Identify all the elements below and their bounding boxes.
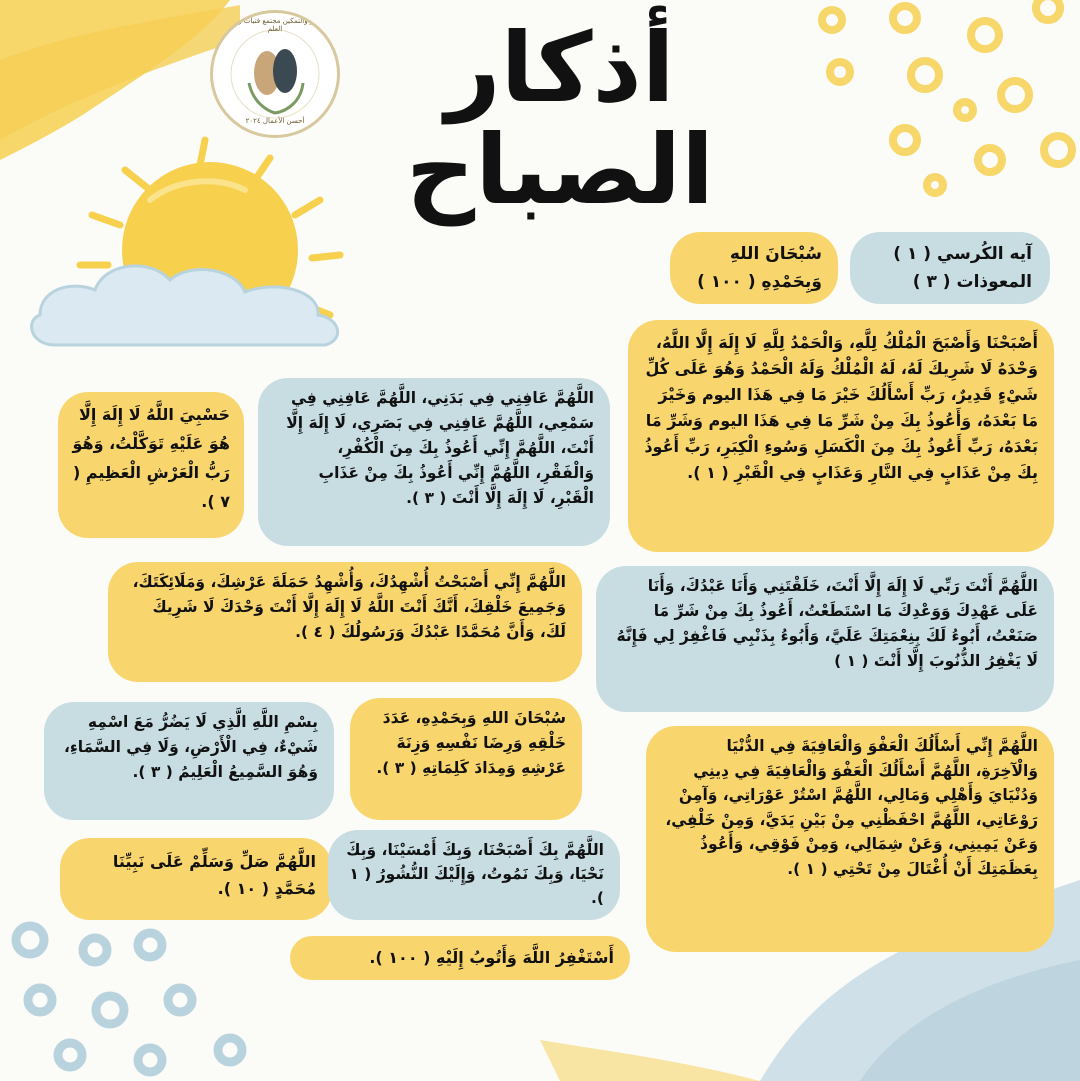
card-sayyid-istighfar <box>596 566 1054 712</box>
card-istighfar-100 <box>290 936 630 980</box>
adada-text: سُبْحَانَ اللهِ وَبِحَمْدِهِ، عَدَدَ خَلْقِهِ وَرِضَا نَفْسِهِ وَزِنَةَ عَرْشِهِ وَمِدَادَ كَلِمَاتِهِ ( ٣ ). <box>376 709 566 777</box>
istighfar-text: أَسْتَغْفِرُ اللَّهَ وَأَتُوبُ إِلَيْهِ ( ١٠٠ ). <box>369 948 614 967</box>
bismillah-text: بِسْمِ اللَّهِ الَّذِي لَا يَضُرُّ مَعَ اسْمِهِ شَيْءٌ، فِي الْأَرْضِ، وَلَا فِي السَّمَاءِ، وَهُوَ السَّمِيعُ الْعَلِيمُ ( ٣ ). <box>63 713 318 781</box>
card-ashhaduk <box>108 562 582 682</box>
card-hasbiya <box>58 392 244 538</box>
logo-ring-text: الإنجاز والتمكين مجتمع فتيات وتعاون العلم <box>222 17 328 33</box>
ayat-kursi-line-2: المعوذات ( ٣ ) <box>912 272 1032 292</box>
card-bika <box>328 830 620 920</box>
ayat-kursi-line-1: آيه الكُرسي ( ١ ) <box>893 244 1032 264</box>
card-subhan-100 <box>670 232 838 304</box>
sayyid-text: اللَّهُمَّ أَنْتَ رَبِّي لَا إِلَهَ إِلَّا أَنْتَ، خَلَقْتَنِي وَأَنَا عَبْدُكَ، وَأَنَا عَلَى عَهْدِكَ وَوَعْدِكَ مَا اسْتَطَعْتُ، أَعُوذُ بِكَ مِنْ شَرِّ مَا صَنَعْتُ، أَبُوءُ لَكَ بِنِعْمَتِكَ عَلَيَّ، وَأَبُوءُ بِذَنْبِي فَاغْفِرْ لِي فَإِنَّهُ لَا يَغْفِرُ الذُّنُوبَ إِلَّا أَنْتَ ( ١ ) <box>616 577 1038 670</box>
card-salli <box>60 838 332 920</box>
ashhaduk-text: اللَّهُمَّ إِنِّي أَصْبَحْتُ أُشْهِدُكَ، وَأُشْهِدُ حَمَلَةَ عَرْشِكَ، وَمَلَائِكَتَكَ، وَجَمِيعَ خَلْقِكَ، أَنَّكَ أَنْتَ اللَّهُ لَا إِلَهَ إِلَّا أَنْتَ وَحْدَكَ لَا شَرِيكَ لَكَ، وَأَنَّ مُحَمَّدًا عَبْدُكَ وَرَسُولُكَ ( ٤ ). <box>132 573 566 641</box>
salli-text: اللَّهُمَّ صَلِّ وَسَلِّمْ عَلَى نَبِيِّنَا مُحَمَّدٍ ( ١٠ ). <box>112 852 316 898</box>
asbahna-text: أَصْبَحْنَا وَأَصْبَحَ الْمُلْكُ لِلَّهِ، وَالْحَمْدُ لِلَّهِ لَا إِلَهَ إِلَّا اللَّهُ، وَحْدَهُ لَا شَرِيكَ لَهُ، لَهُ الْمُلْكُ وَلَهُ الْحَمْدُ وَهُوَ عَلَى كُلِّ شَيْءٍ قَدِيرٌ، رَبِّ أَسْأَلُكَ خَيْرَ مَا فِي هَذَا اليوم وَخَيْرَ مَا بَعْدَهُ، وَأَعُوذُ بِكَ مِنْ شَرِّ مَا فِي هَذَا اليوم وَشَرِّ مَا بَعْدَهُ، رَبِّ أَعُوذُ بِكَ مِنَ الْكَسَلِ وَسُوءِ الْكِبَرِ، رَبِّ أَعُوذُ بِكَ مِنْ عَذَابٍ فِي النَّارِ وَعَذَابٍ فِي الْقَبْرِ ( ١ ). <box>644 333 1038 482</box>
bika-text: اللَّهُمَّ بِكَ أَصْبَحْنَا، وَبِكَ أَمْسَيْنَا، وَبِكَ نَحْيَا، وَبِكَ نَمُوتُ، وَإِلَيْكَ النُّشُورُ ( ١ ). <box>346 841 604 907</box>
card-afini <box>258 378 610 546</box>
afini-text: اللَّهُمَّ عَافِنِي فِي بَدَنِي، اللَّهُمَّ عَافِنِي فِي سَمْعِي، اللَّهُمَّ عَافِنِي فِي بَصَرِي، لَا إِلَهَ إِلَّا أَنْتَ، اللَّهُمَّ إِنِّي أَعُوذُ بِكَ مِنَ الْكُفْرِ، وَالْفَقْرِ، اللَّهُمَّ إِنِّي أَعُوذُ بِكَ مِنْ عَذَابِ الْقَبْرِ، لَا إِلَهَ إِلَّا أَنْتَ ( ٣ ). <box>286 389 594 507</box>
card-afw <box>646 726 1054 952</box>
card-bismillah <box>44 702 334 820</box>
logo-bottom-text: أحسن الأعمال ٢٠٢٤ <box>245 117 305 125</box>
card-asbahna <box>628 320 1054 552</box>
card-ayat-kursi <box>850 232 1050 304</box>
card-adada <box>350 698 582 820</box>
page-title <box>360 12 760 226</box>
logo-badge <box>210 10 340 138</box>
title-line-1: أذكار <box>445 12 675 124</box>
subhan-line-1: سُبْحَانَ اللهِ <box>729 244 822 264</box>
subhan-line-2: وَبِحَمْدِهِ ( ١٠٠ ) <box>697 272 822 292</box>
hasbiya-text: حَسْبِيَ اللَّهُ لَا إِلَهَ إِلَّا هُوَ عَلَيْهِ تَوَكَّلْتُ، وَهُوَ رَبُّ الْعَرْشِ الْعَظِيمِ ( ٧ ). <box>72 405 230 511</box>
afw-text: اللَّهُمَّ إِنِّي أَسْأَلُكَ الْعَفْوَ وَالْعَافِيَةَ فِي الدُّنْيَا وَالْآخِرَةِ، اللَّهُمَّ أَسْأَلُكَ الْعَفْوَ وَالْعَافِيَةَ فِي دِينِي وَدُنْيَايَ وَأَهْلِي وَمَالِي، اللَّهُمَّ اسْتُرْ عَوْرَاتِي، وَآمِنْ رَوْعَاتِي، اللَّهُمَّ احْفَظْنِي مِنْ بَيْنِ يَدَيَّ، وَمِنْ خَلْفِي، وَعَنْ يَمِينِي، وَعَنْ شِمَالِي، وَمِنْ فَوْقِي، وَأَعُوذُ بِعَظَمَتِكَ أَنْ أُغْتَالَ مِنْ تَحْتِي ( ١ ). <box>665 737 1038 878</box>
title-line-2: الصباح <box>406 114 714 226</box>
